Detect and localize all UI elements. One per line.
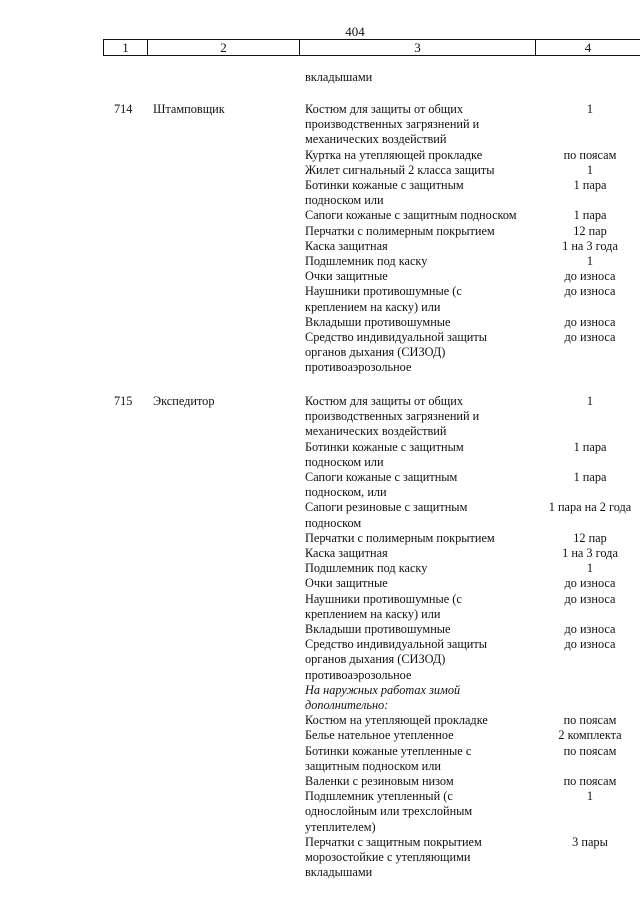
quantity: до износа xyxy=(564,622,616,636)
item-line: морозостойкие с утепляющими xyxy=(305,850,471,864)
quantity: по поясам xyxy=(563,743,617,758)
item-line: подноском xyxy=(305,515,362,530)
continuation-text: вкладышами xyxy=(305,70,373,84)
profession-name: Экспедитор xyxy=(153,394,215,408)
item-line: Сапоги кожаные с защитным xyxy=(305,470,458,484)
entry-number: 715 xyxy=(114,394,133,408)
quantity: до износа xyxy=(564,330,616,344)
item-line: Средство индивидуальной защиты xyxy=(305,330,488,344)
item-line: Перчатки с полимерным покрытием xyxy=(305,223,495,238)
item-line: противоаэрозольное xyxy=(305,667,412,682)
item-line: Вкладыши противошумные xyxy=(305,314,451,329)
item-line: Подшлемник под каску xyxy=(305,561,428,576)
item-line: Ботинки кожаные с защитным xyxy=(305,439,464,454)
item-line: Костюм на утепляющей прокладке xyxy=(305,713,488,728)
column-header-2: 2 xyxy=(148,40,300,55)
item-line: утеплителем) xyxy=(305,819,376,834)
quantity: 1 на 3 года xyxy=(562,546,618,560)
item-line: Куртка на утепляющей прокладке xyxy=(305,147,483,162)
item-line: дополнительно: xyxy=(305,698,389,712)
page-number: 404 xyxy=(345,24,365,39)
quantity: по поясам xyxy=(563,774,617,788)
quantity: 3 пары xyxy=(572,834,608,849)
item-line: производственных загрязнений и xyxy=(305,409,480,424)
quantity: до износа xyxy=(564,314,616,329)
item-line: Наушники противошумные (с xyxy=(305,591,462,606)
item-line: Перчатки с полимерным покрытием xyxy=(305,530,495,545)
item-line: креплением на каску) или xyxy=(305,299,441,314)
quantity: 1 пара xyxy=(573,208,607,223)
item-line: органов дыхания (СИЗОД) xyxy=(305,652,446,667)
item-line: Жилет сигнальный 2 класса защиты xyxy=(305,162,495,177)
quantity: 1 пара на 2 года xyxy=(548,500,632,515)
item-line: механических воздействий xyxy=(305,132,447,147)
quantity: 1 xyxy=(586,102,594,116)
item-line: Сапоги кожаные с защитным подноском xyxy=(305,208,517,223)
item-line: Ботинки кожаные утепленные с xyxy=(305,743,472,758)
quantity: 1 на 3 года xyxy=(562,238,618,253)
item-line: подноском или xyxy=(305,454,384,469)
item-line: Средство индивидуальной защиты xyxy=(305,637,488,652)
quantity: по поясам xyxy=(563,147,617,162)
item-line: креплением на каску) или xyxy=(305,606,441,621)
entry-number: 714 xyxy=(114,102,133,116)
item-line: механических воздействий xyxy=(305,424,447,439)
item-line: однослойным или трехслойным xyxy=(305,804,473,819)
quantity: 1 xyxy=(586,254,594,268)
item-line: Белье нательное утепленное xyxy=(305,728,454,743)
column-header-3: 3 xyxy=(300,40,536,55)
quantity: до износа xyxy=(564,269,616,284)
item-line: производственных загрязнений и xyxy=(305,117,480,132)
item-line: подноском, или xyxy=(305,485,387,500)
item-line: Очки защитные xyxy=(305,576,388,591)
item-line: Подшлемник под каску xyxy=(305,254,428,268)
quantity: 1 пара xyxy=(573,470,607,484)
quantity: до износа xyxy=(564,591,616,606)
quantity: по поясам xyxy=(563,713,617,728)
item-line: Сапоги резиновые с защитным xyxy=(305,500,468,515)
quantity: 1 пара xyxy=(573,178,607,192)
item-line: защитным подноском или xyxy=(305,758,441,773)
quantity: 1 xyxy=(586,394,594,408)
profession-name: Штамповщик xyxy=(153,102,225,116)
item-line: На наружных работах зимой xyxy=(305,682,461,697)
item-line: подноском или xyxy=(305,193,384,208)
column-header-4: 4 xyxy=(584,40,592,55)
quantity: 12 пар xyxy=(573,530,607,545)
item-line: органов дыхания (СИЗОД) xyxy=(305,345,446,360)
quantity: 1 xyxy=(586,789,594,804)
item-line: Ботинки кожаные с защитным xyxy=(305,178,464,192)
item-line: Перчатки с защитным покрытием xyxy=(305,834,482,849)
item-line: Вкладыши противошумные xyxy=(305,622,451,636)
quantity: 1 xyxy=(586,561,594,576)
item-line: Костюм для защиты от общих xyxy=(305,102,463,116)
quantity: 12 пар xyxy=(573,223,607,238)
quantity: до износа xyxy=(564,637,616,652)
item-line: Подшлемник утепленный (с xyxy=(305,789,453,804)
item-line: противоаэрозольное xyxy=(305,360,412,375)
item-line: Наушники противошумные (с xyxy=(305,284,462,299)
quantity: 1 пара xyxy=(573,439,607,454)
quantity: 2 комплекта xyxy=(558,728,622,743)
item-line: Костюм для защиты от общих xyxy=(305,394,463,408)
item-line: Каска защитная xyxy=(305,238,388,253)
column-header-1: 1 xyxy=(104,40,148,55)
quantity: до износа xyxy=(564,284,616,299)
item-line: Валенки с резиновым низом xyxy=(305,774,454,788)
quantity: 1 xyxy=(586,162,594,177)
item-line: вкладышами xyxy=(305,865,373,880)
item-line: Очки защитные xyxy=(305,269,388,284)
quantity: до износа xyxy=(564,576,616,591)
item-line: Каска защитная xyxy=(305,546,388,560)
